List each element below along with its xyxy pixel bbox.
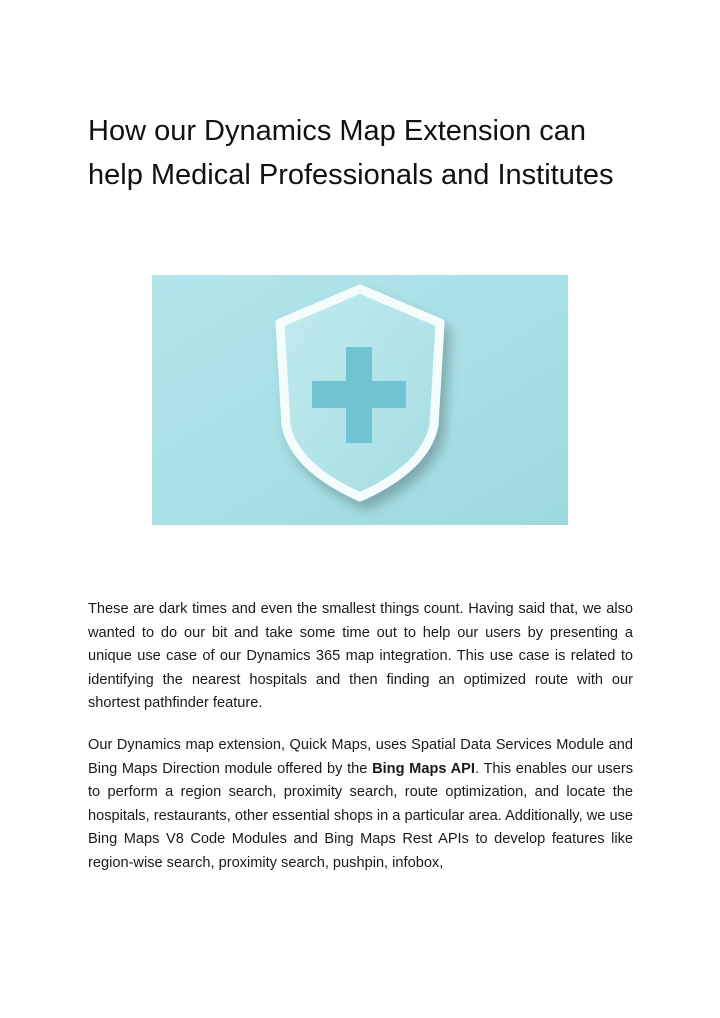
medical-shield-cross-icon [152,275,568,525]
paragraph-2-text-end: . This enables our users to perform a region search, proximity search, route optimization, and locate the hospitals, restaurants, other essential shops in a particular area. Additionally, we use Bing Maps V8 Code Modules and Bing Maps Rest APIs to develop features like region-wise search, proximity search, pushpin, infobox, [88,760,633,871]
bing-maps-api-emphasis: Bing Maps API [372,760,475,777]
hero-image [152,275,568,525]
paragraph-2 [88,734,633,876]
paragraph-2-text-start: Our Dynamics map extension, Quick Maps, uses Spatial Data Services Module and Bing Maps Direction module offered by the [88,737,633,777]
page-title: How our Dynamics Map Extension can help Medical Professionals and Institutes [88,115,614,191]
paragraph-1: These are dark times and even the smallest things count. Having said that, we also wanted to do our bit and take some time out to help our users by presenting a unique use case of our Dynamics 365 map integration. This use case is related to identifying the nearest hospitals and then finding an optimized route with our shortest pathfinder feature. [88,601,633,712]
